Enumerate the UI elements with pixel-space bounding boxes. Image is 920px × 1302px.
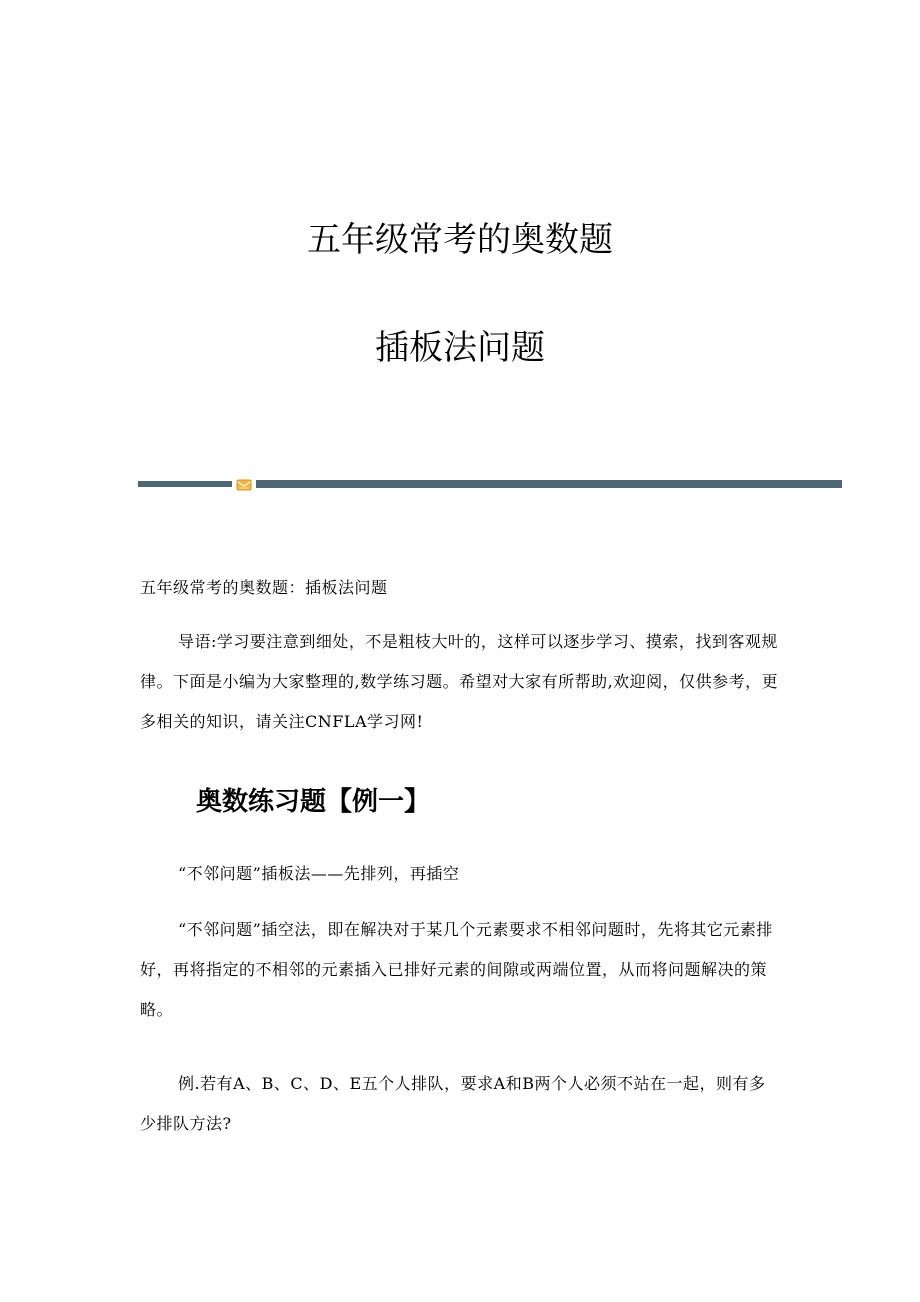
title-divider (138, 476, 842, 492)
method-paragraph: “不邻问题”插空法，即在解决对于某几个元素要求不相邻问题时，先将其它元素排好，再将指定的不相邻的元素插入已排好元素的间隙或两端位置，从而将问题解决的策略。 (140, 920, 773, 1019)
section-heading: 奥数练习题【例一】 (196, 787, 431, 817)
problem-type-line: “不邻问题”插板法——先排列，再插空 (178, 864, 460, 883)
document-subtitle: 插板法问题 (375, 328, 545, 368)
example-paragraph: 例.若有A、B、C、D、E五个人排队，要求A和B两个人必须不站在一起，则有多少排队方法? (140, 1074, 766, 1133)
lead-paragraph: 导语:学习要注意到细处，不是粗枝大叶的，这样可以逐步学习、摸索，找到客观规律。下面是小编为大家整理的,数学练习题。希望对大家有所帮助,欢迎阅，仅供参考，更多相关的知识，请关注CNFLA学习网! (140, 632, 779, 731)
envelope-ornament-icon (236, 477, 252, 491)
document-title: 五年级常考的奥数题 (307, 220, 613, 260)
intro-line: 五年级常考的奥数题：插板法问题 (140, 578, 388, 597)
divider-bar-right (256, 480, 842, 488)
divider-bar-left (138, 481, 232, 487)
